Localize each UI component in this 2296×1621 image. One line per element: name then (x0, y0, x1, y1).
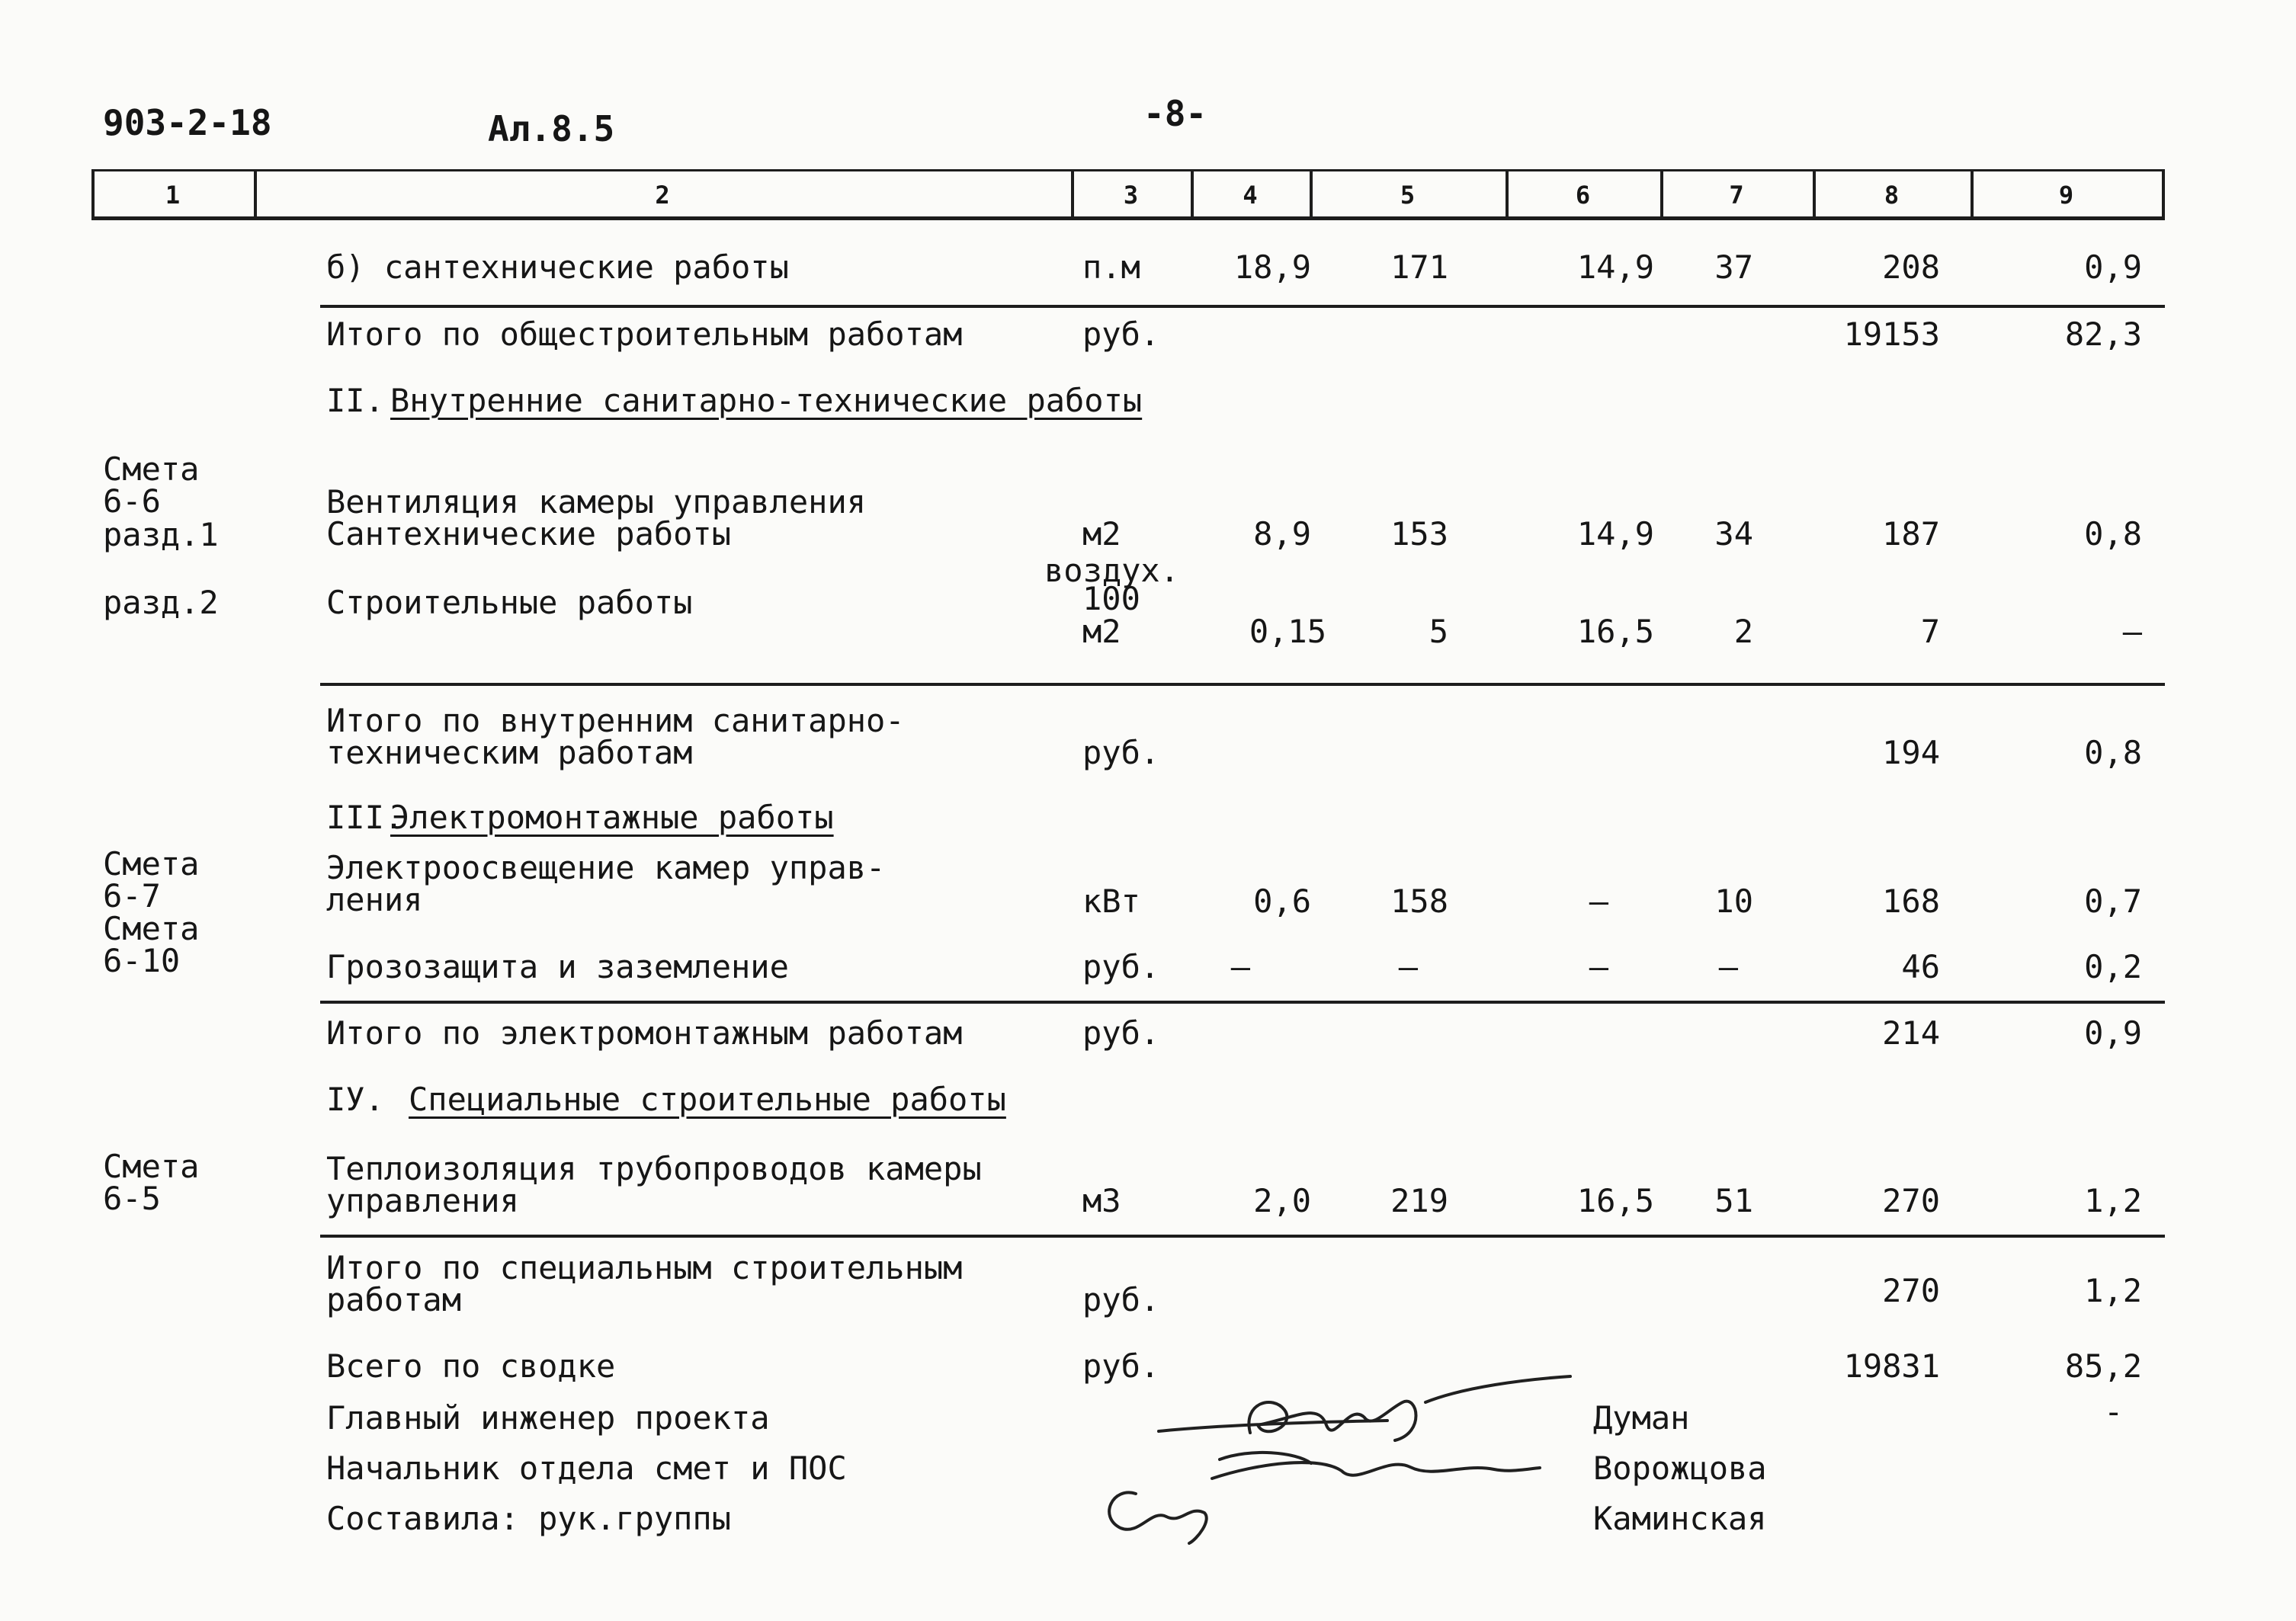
row-name: Итого по электромонтажным работам (326, 1014, 963, 1052)
row-unit: руб. (1082, 316, 1160, 353)
estimate-ref: 6-5 (103, 1180, 161, 1217)
row-name: б) сантехнические работы (326, 248, 789, 286)
row-unit-cost: 5 (1429, 613, 1448, 650)
row-name: Итого по внутренним санитарно- (326, 702, 905, 739)
estimate-ref: разд.2 (103, 584, 219, 621)
page-number: -8- (1143, 93, 1207, 134)
row-name: Электроосвещение камер управ- (326, 849, 886, 886)
row-coef: – (1589, 948, 1608, 985)
row-unit: кВт (1082, 883, 1140, 920)
row-percent: 0,8 (2084, 734, 2142, 771)
column-number-5: 5 (1400, 181, 1416, 210)
estimate-ref: 6-7 (103, 877, 161, 915)
divider (320, 305, 2165, 308)
signatory-role: Начальник отдела смет и ПОС (326, 1450, 847, 1487)
column-number-4: 4 (1243, 181, 1258, 210)
document-code: 903-2-18 (103, 102, 272, 143)
row-total: 46 (1901, 948, 1940, 985)
row-name: ления (326, 881, 423, 918)
row-total: 194 (1882, 734, 1940, 771)
row-coef: – (1589, 883, 1608, 920)
row-percent: 1,2 (2084, 1272, 2142, 1309)
column-number-7: 7 (1729, 181, 1744, 210)
row-percent: 0,8 (2084, 515, 2142, 553)
row-name: Итого по общестроительным работам (326, 316, 963, 353)
row-unit: 100 (1082, 580, 1140, 617)
row-unit: руб. (1082, 1014, 1160, 1052)
estimate-ref: Смета (103, 910, 200, 947)
row-percent: 0,2 (2084, 948, 2142, 985)
column-number-1: 1 (165, 181, 181, 210)
row-name: Итого по специальным строительным (326, 1249, 963, 1286)
row-unit: м2 (1082, 613, 1121, 650)
column-number-3: 3 (1123, 181, 1139, 210)
row-percent: 1,2 (2084, 1182, 2142, 1219)
row-name: Теплоизоляция трубопроводов камеры (326, 1150, 982, 1187)
row-qty: 8,9 (1253, 515, 1311, 553)
row-total: 208 (1882, 248, 1940, 286)
row-total: 19153 (1843, 316, 1940, 353)
handwritten-signatures (1067, 1372, 1601, 1547)
estimate-ref: Смета (103, 845, 200, 883)
divider (320, 683, 2165, 686)
row-qty: 18,9 (1233, 248, 1311, 286)
row-unit: руб. (1082, 1347, 1160, 1385)
row-c7: 51 (1714, 1182, 1753, 1219)
row-name: техническим работам (326, 734, 693, 771)
signatory-name: Ворожцова (1593, 1450, 1767, 1487)
column-number-9: 9 (2058, 181, 2074, 210)
estimate-ref: Смета (103, 1148, 200, 1185)
row-total: 270 (1882, 1182, 1940, 1219)
row-coef: 14,9 (1576, 248, 1654, 286)
row-coef: 14,9 (1576, 515, 1654, 553)
row-name: Строительные работы (326, 584, 693, 621)
row-qty: 0,6 (1253, 883, 1311, 920)
signatory-role: Составила: рук.группы (326, 1500, 732, 1537)
row-coef: 16,5 (1576, 613, 1654, 650)
row-unit: воздух. (1044, 552, 1180, 589)
row-c7: 2 (1733, 613, 1753, 650)
row-total: 187 (1882, 515, 1940, 553)
estimate-ref: Смета (103, 450, 200, 488)
estimate-ref: 6-10 (103, 942, 181, 979)
column-number-2: 2 (655, 181, 670, 210)
divider (320, 1235, 2165, 1238)
section-title: Электромонтажные работы (390, 799, 834, 836)
signatory-name: Каминская (1593, 1500, 1767, 1537)
row-total: 214 (1882, 1014, 1940, 1052)
row-name: управления (326, 1182, 519, 1219)
row-percent: 0,7 (2084, 883, 2142, 920)
estimate-ref: 6-6 (103, 482, 161, 520)
section-title: Внутренние санитарно-технические работы (390, 382, 1143, 419)
row-coef: 16,5 (1576, 1182, 1654, 1219)
row-unit: руб. (1082, 1281, 1160, 1318)
row-percent: 82,3 (2064, 316, 2142, 353)
row-total: 270 (1882, 1272, 1940, 1309)
row-percent: 0,9 (2084, 1014, 2142, 1052)
row-percent: 85,2 (2064, 1347, 2142, 1385)
row-qty: – (1230, 948, 1250, 985)
row-name: работам (326, 1281, 462, 1318)
row-unit-cost: 158 (1390, 883, 1448, 920)
row-name: Вентиляция камеры управления (326, 483, 867, 521)
row-c7: 34 (1714, 515, 1753, 553)
row-percent: 0,9 (2084, 248, 2142, 286)
signatory-name: Думан (1593, 1399, 1690, 1437)
row-total: 19831 (1843, 1347, 1940, 1385)
section-title: Специальные строительные работы (409, 1081, 1006, 1118)
row-unit-cost: 153 (1390, 515, 1448, 553)
row-unit: руб. (1082, 948, 1160, 985)
signatory-role: Главный инженер проекта (326, 1399, 770, 1437)
row-total: 7 (1920, 613, 1940, 650)
row-c7: – (1718, 948, 1738, 985)
row-name: Грозозащита и заземление (326, 948, 789, 985)
row-unit-cost: – (1398, 948, 1418, 985)
estimate-ref: разд.1 (103, 516, 219, 553)
row-unit: м3 (1082, 1182, 1121, 1219)
row-name: Сантехнические работы (326, 515, 732, 553)
row-unit: п.м (1082, 248, 1140, 286)
row-name: Всего по сводке (326, 1347, 616, 1385)
row-total: 168 (1882, 883, 1940, 920)
dash-mark: - (2104, 1393, 2124, 1430)
row-qty: 2,0 (1253, 1182, 1311, 1219)
row-qty: 0,15 (1249, 613, 1326, 650)
row-unit: руб. (1082, 734, 1160, 771)
column-number-6: 6 (1575, 181, 1591, 210)
row-unit: м2 (1082, 515, 1121, 553)
row-unit-cost: 171 (1390, 248, 1448, 286)
column-number-8: 8 (1884, 181, 1900, 210)
divider (320, 1001, 2165, 1004)
row-percent: – (2122, 613, 2142, 650)
row-c7: 10 (1714, 883, 1753, 920)
row-c7: 37 (1714, 248, 1753, 286)
row-unit-cost: 219 (1390, 1182, 1448, 1219)
album-number: Ал.8.5 (488, 108, 615, 149)
